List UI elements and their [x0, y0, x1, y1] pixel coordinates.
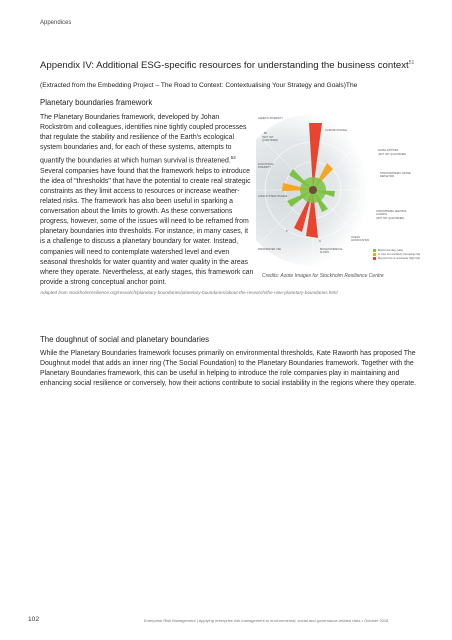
- section-heading-doughnut: The doughnut of social and planetary boundaries: [40, 335, 210, 344]
- legend-item: [373, 253, 420, 256]
- footer-text: Enterprise Risk Management | Applying enterprise risk management to environmental, social and governance-related risks • October 2018: [144, 618, 389, 623]
- label-novel-entities: NOVEL ENTITIES: [378, 149, 399, 152]
- legend-label: Beyond zone of uncertainty (high risk): [378, 257, 420, 260]
- label-novel-entities-sub: (NOT YET QUANTIFIED): [378, 153, 407, 156]
- page-number: 102: [28, 616, 40, 623]
- legend-swatch: [373, 253, 376, 256]
- label-functional-diversity: FUNCTIONAL DIVERSITY: [258, 163, 274, 169]
- label-ozone-depletion: STRATOSPHERIC OZONE DEPLETION: [380, 172, 411, 178]
- planetary-paragraph: [40, 113, 254, 288]
- legend-label: In zone of uncertainty (increasing risk): [378, 253, 421, 256]
- label-nitrogen: N: [319, 240, 321, 243]
- label-bii: BII: [264, 132, 268, 135]
- label-phosphorus: P: [286, 230, 288, 233]
- source-link[interactable]: Adapted from stockholmresilience.org/research/planetary-boundaries/planetary-boundaries/about-the-research/the-nine-planetary-boundaries.html: [40, 290, 338, 295]
- legend-item: [373, 249, 403, 252]
- legend-label: Below boundary (safe): [378, 249, 404, 252]
- appendix-title-text: Appendix IV: Additional ESG-specific resources for understanding the business context: [40, 60, 409, 72]
- figure-credit: Credits: Azote Images for Stockholm Resilience Centre: [262, 273, 384, 279]
- appendix-subtitle: (Extracted from the Embedding Project – The Road to Context: Contextualising Your Strategy and Goals)The: [40, 82, 358, 89]
- label-climate-change: CLIMATE CHANGE: [325, 129, 348, 132]
- footnote-ref[interactable]: 51: [408, 60, 415, 66]
- label-bii-sub: (NOT YET QUANTIFIED): [262, 136, 278, 142]
- planetary-boundaries-diagram: [256, 111, 434, 269]
- label-aerosol-loading-sub: (NOT YET QUANTIFIED): [376, 217, 405, 220]
- planetary-paragraph-b: Several companies have found that the framework helps to introduce the idea of "thresholds" that have the potential to create real strategic constraints as they limit access to resources or increase weather-related risks. The framework has also been useful in sparking a conversation about the limits to growth. As these conversations progress, however, some of the issues will need to be reframed from planetary boundaries into thresholds. For instance, in many cases, it is a challenge to discuss a planetary boundary for water. Instead, companies will need to contemplate watershed level and even seasonal thresholds for water quantity and water quality in the areas where they operate. Nevertheless, at early stages, this framework can provide a strong conceptual anchor point.: [40, 167, 254, 286]
- legend-item: [373, 257, 420, 260]
- label-aerosol-loading: ATMOSPHERIC AEROSOL LOADING: [376, 210, 407, 216]
- doughnut-paragraph: While the Planetary Boundaries framework focuses primarily on environmental thresholds, Kate Raworth has proposed The Doughnut model that adds an inner ring (The Social Foundation) to the Planetary Boundaries framework. Together with the Planetary Boundaries framework, this can be useful in helping to introduce the role companies play in maintaining and enhancing social resilience or conversely, how their actions contribute to social instability in the regions where they operate.: [40, 350, 416, 388]
- label-genetic-diversity: GENETIC DIVERSITY: [258, 117, 284, 120]
- planetary-paragraph-a: The Planetary Boundaries framework, developed by Johan Rockström and colleagues, identifies nine tightly coupled processes that regulate the stability and resilience of the Earth's ecological system boundaries and, for each of these systems, attempts to quantify the boundaries at which human survival is threatened.: [40, 114, 247, 165]
- legend-swatch: [373, 257, 376, 260]
- label-ocean-acidification: OCEAN ACIDIFICATION: [351, 236, 370, 242]
- planetary-boundaries-figure: [256, 111, 434, 269]
- section-heading-planetary: Planetary boundaries framework: [40, 98, 153, 107]
- running-head: Appendices: [40, 20, 72, 26]
- footnote-ref[interactable]: 52: [230, 155, 236, 161]
- label-land-system: LAND-SYSTEM CHANGE: [258, 195, 288, 198]
- label-freshwater-use: FRESHWATER USE: [258, 248, 282, 251]
- label-biogeochemical-flows: BIOGEOCHEMICAL FLOWS: [320, 248, 343, 254]
- earth-center: [309, 186, 317, 194]
- legend-swatch: [373, 249, 376, 252]
- appendix-title: [40, 58, 420, 71]
